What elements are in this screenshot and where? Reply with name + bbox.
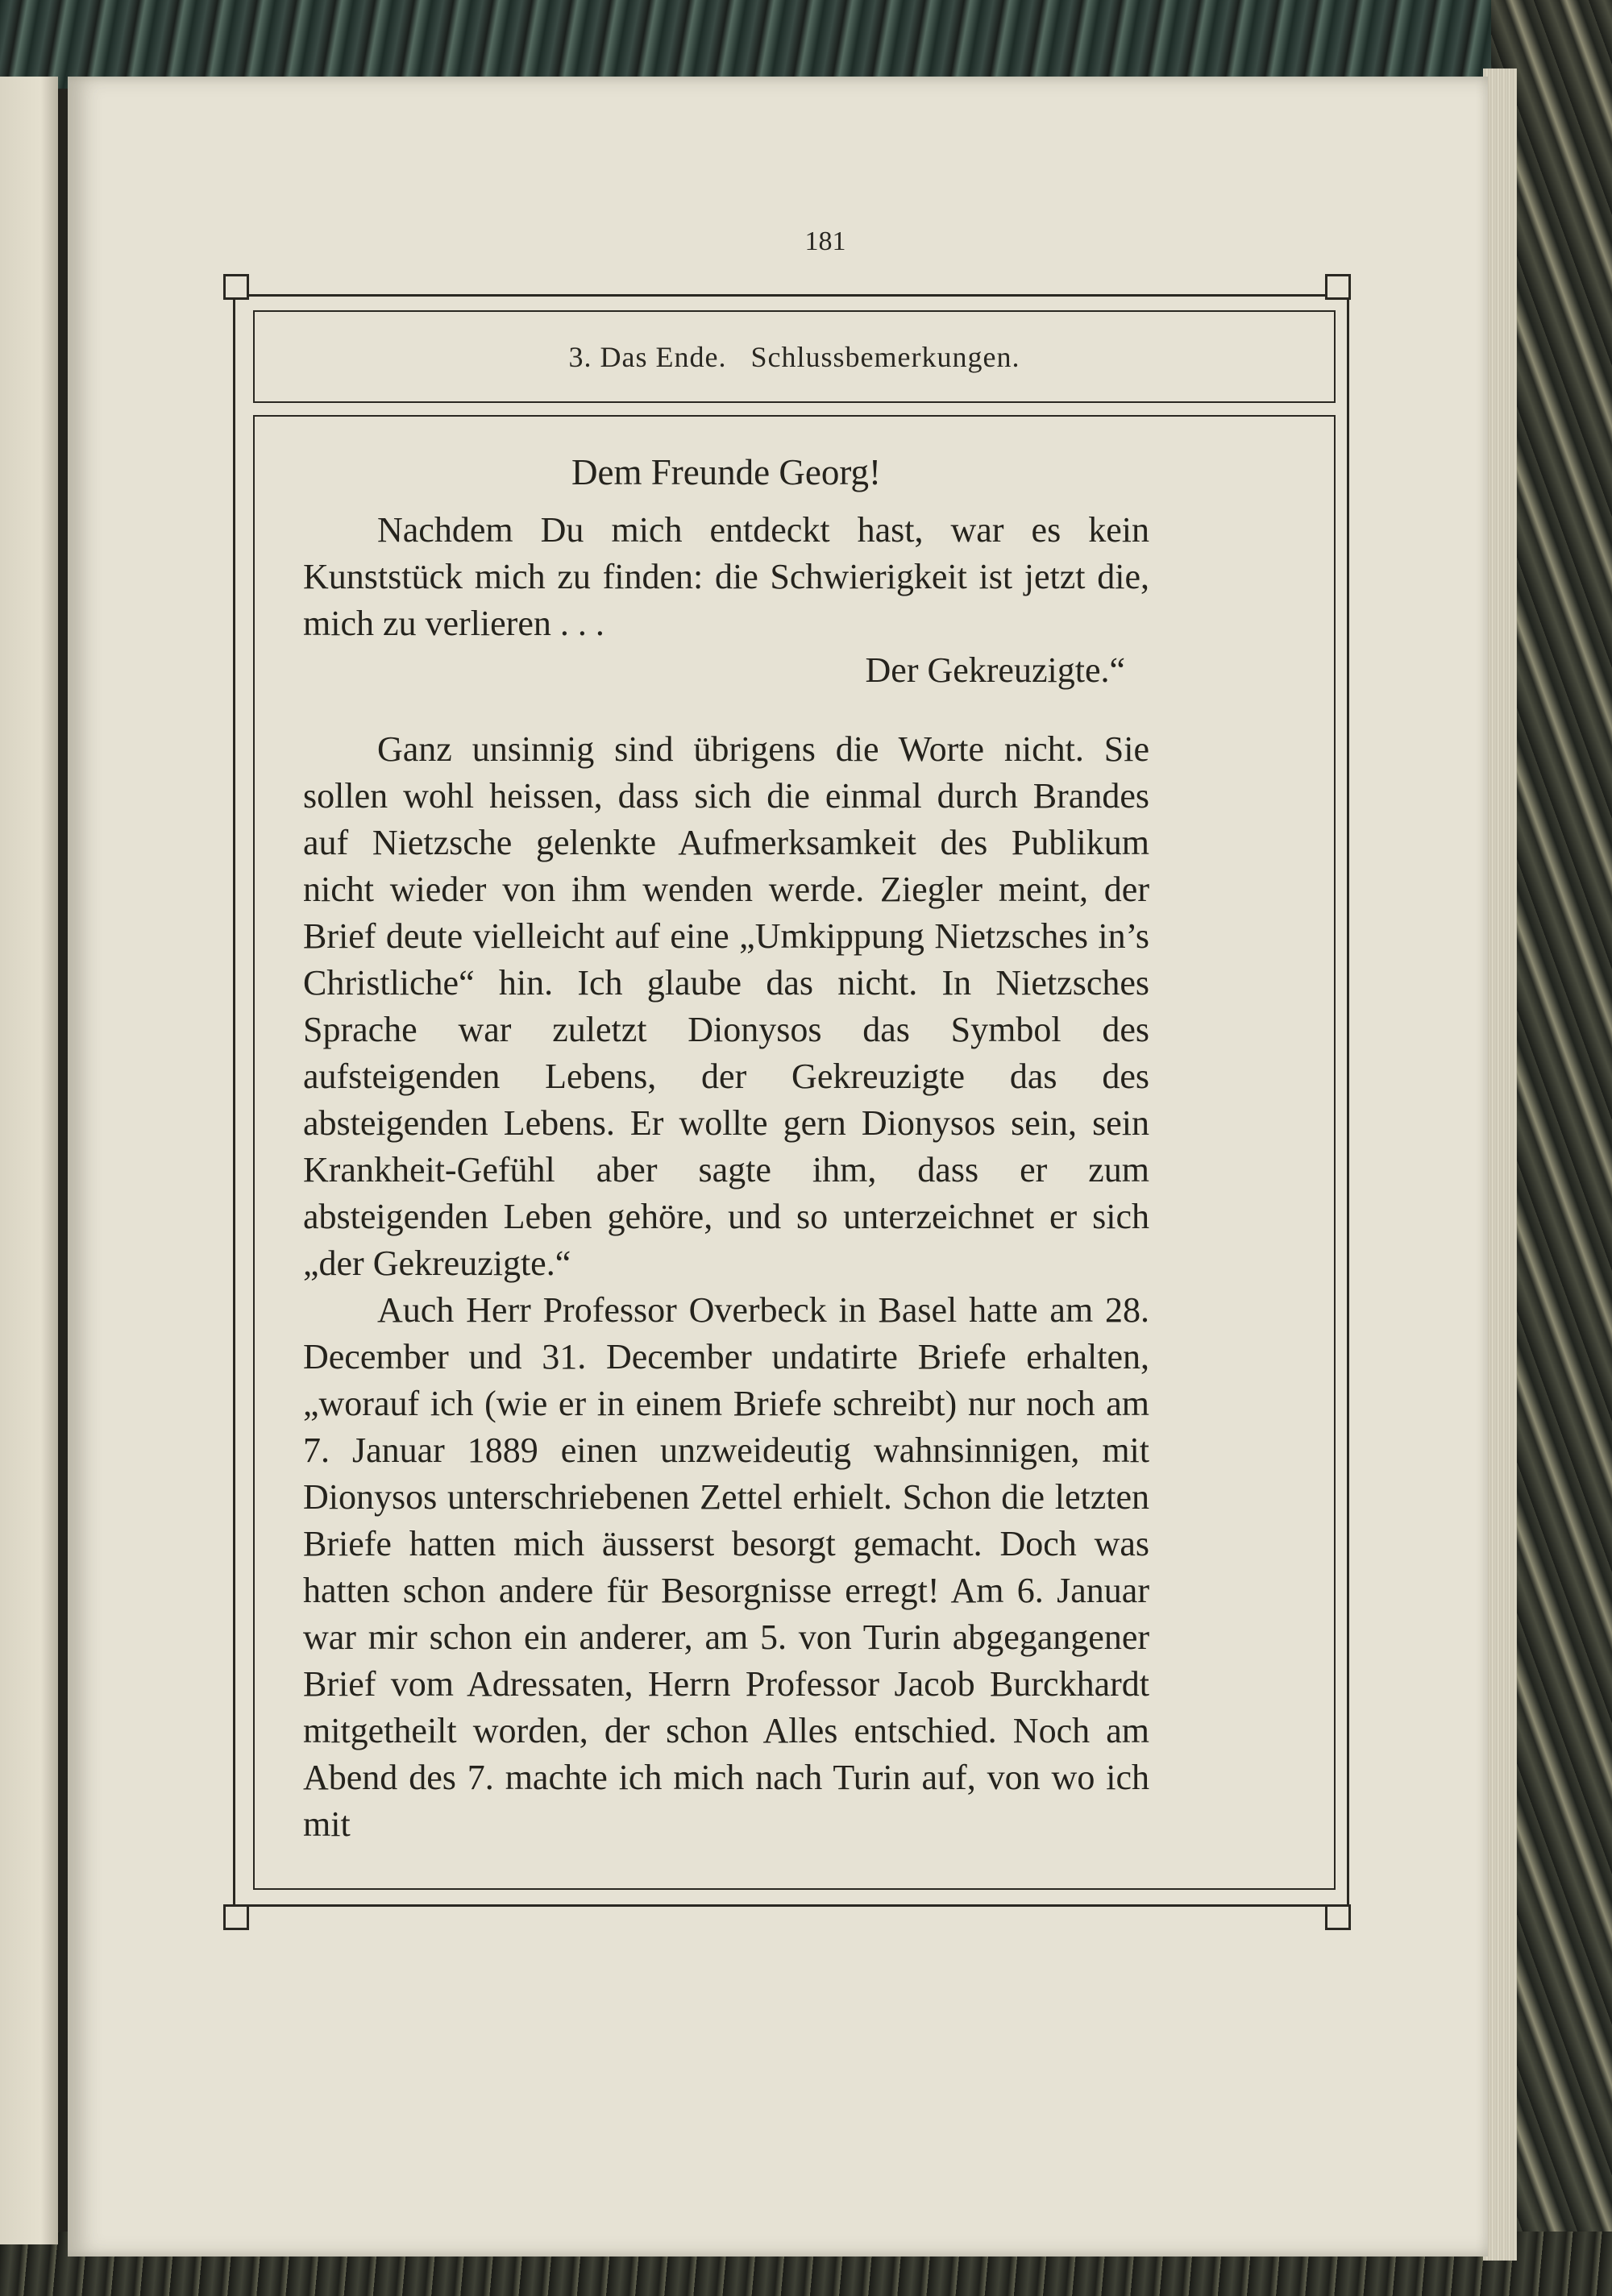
- frame-rule-bottom: [233, 1904, 1349, 1907]
- page-stack-edge: [1483, 69, 1517, 2261]
- frame-rule-top: [233, 294, 1349, 297]
- frame-corner-square: [223, 1904, 249, 1930]
- frame-rule-left: [233, 294, 235, 1906]
- letter-signature: Der Gekreuzigte.“: [865, 650, 1125, 690]
- running-header-box: [253, 310, 1336, 403]
- paragraph: Auch Herr Professor Overbeck in Basel hatte am 28. December und 31. December undatirte Briefe erhalten, „worauf ich (wie er in einem Briefe schreibt) nur noch am 7. Januar 1889 einen unzweideutig wahnsinnigen, mit Dionysos unterschriebenen Zettel erhielt. Schon die letzten Briefe hatten mich äusserst besorgt gemacht. Doch was hatten schon andere für Besorgnisse erregt! Am 6. Januar war mir schon ein anderer, am 5. von Turin abgegangener Brief vom Adressaten, Herrn Professor Jacob Burckhardt mitgetheilt worden, der schon Alles entschied. Noch am Abend des 7. machte ich mich nach Turin auf, von wo ich mit: [303, 1290, 1149, 1844]
- text-frame: [253, 415, 1336, 1890]
- paragraph: Ganz unsinnig sind übrigens die Worte nicht. Sie sollen wohl heissen, dass sich die einmal durch Brandes auf Nietzsche gelenkte Aufmerksamkeit des Publikum nicht wieder von ihm wenden werde. Ziegler meint, der Brief deute vielleicht auf eine „Umkippung Nietzsches in’s Christliche“ hin. Ich glaube das nicht. In Nietzsches Sprache war zuletzt Dionysos das Symbol des aufsteigenden Lebens, der Gekreuzigte das des absteigenden Lebens. Er wollte gern Dionysos sein, sein Krankheit-Gefühl aber sagte ihm, dass er zum absteigenden Leben gehöre, und so unterzeichnet er sich „der Gekreuzigte.“: [303, 729, 1149, 1283]
- frame-rule-right: [1347, 294, 1349, 1906]
- frame-corner-square: [1325, 1904, 1351, 1930]
- previous-page-edge: [0, 77, 58, 2244]
- page-number: 181: [804, 226, 846, 256]
- frame-corner-square: [1325, 274, 1351, 300]
- body-text: [303, 449, 1149, 1848]
- frame-corner-square: [223, 274, 249, 300]
- book-page: [68, 77, 1488, 2257]
- marbled-cover-top: [0, 0, 1612, 89]
- running-header: 3. Das Ende. Schlussbemerkungen.: [568, 340, 1020, 373]
- letter-body: Nachdem Du mich entdeckt hast, war es kein Kunststück mich zu finden: die Schwierigkeit ist jetzt die, mich zu verlieren . . .: [303, 510, 1149, 643]
- letter-salutation: Dem Freunde Georg!: [571, 452, 882, 492]
